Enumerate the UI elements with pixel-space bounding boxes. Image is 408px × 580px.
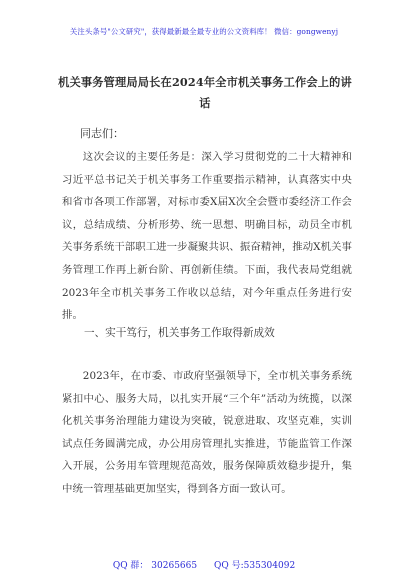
salutation: 同志们： [80, 127, 124, 140]
footer-contact [0, 558, 408, 571]
promo-banner: 关注头条号"公文研究"，获得最新最全最专业的公文资料库！ 微信：gongwenyj [69, 27, 339, 36]
document-title: 机关事务管理局局长在2024年全市机关事务工作会上的讲话 [58, 75, 352, 110]
section-heading: 一、实干笃行，机关事务工作取得新成效 [84, 327, 275, 339]
paragraph-achievements: 2023年，在市委、市政府坚强领导下，全市机关事务系统紧扣中心、服务大局，以扎实开展“三个年”活动为统揽，以深化机关事务治理能力建设为突破，锐意进取、攻坚克难，实训试点任务圆满完成，办公用房管理扎实推进，节能监管工作深入开展，公务用车管理规范高效，服务保障质效稳步提升，集中统一管理基础更加坚实，得到各方面一致认可。 [62, 370, 352, 495]
qq-account-number: QQ 号:535304092 [213, 561, 296, 571]
paragraph-intro: 这次会议的主要任务是：深入学习贯彻党的二十大精神和习近平总书记关于机关事务工作重要指示精神，认真落实中央和省市各项工作部署，对标市委X届X次全会暨市委经济工作会议，总结成绩、分析形势、统一思想、明确目标，动员全市机关事务系统干部职工进一步凝聚共识、振奋精神，推动X机关事务管理工作再上新台阶、再创新佳绩。下面，我代表局党组就2023年全市机关事务工作收以总结，对今年重点任务进行安排。 [62, 151, 352, 322]
qq-group-number: QQ 群： 30265665 [112, 561, 198, 571]
